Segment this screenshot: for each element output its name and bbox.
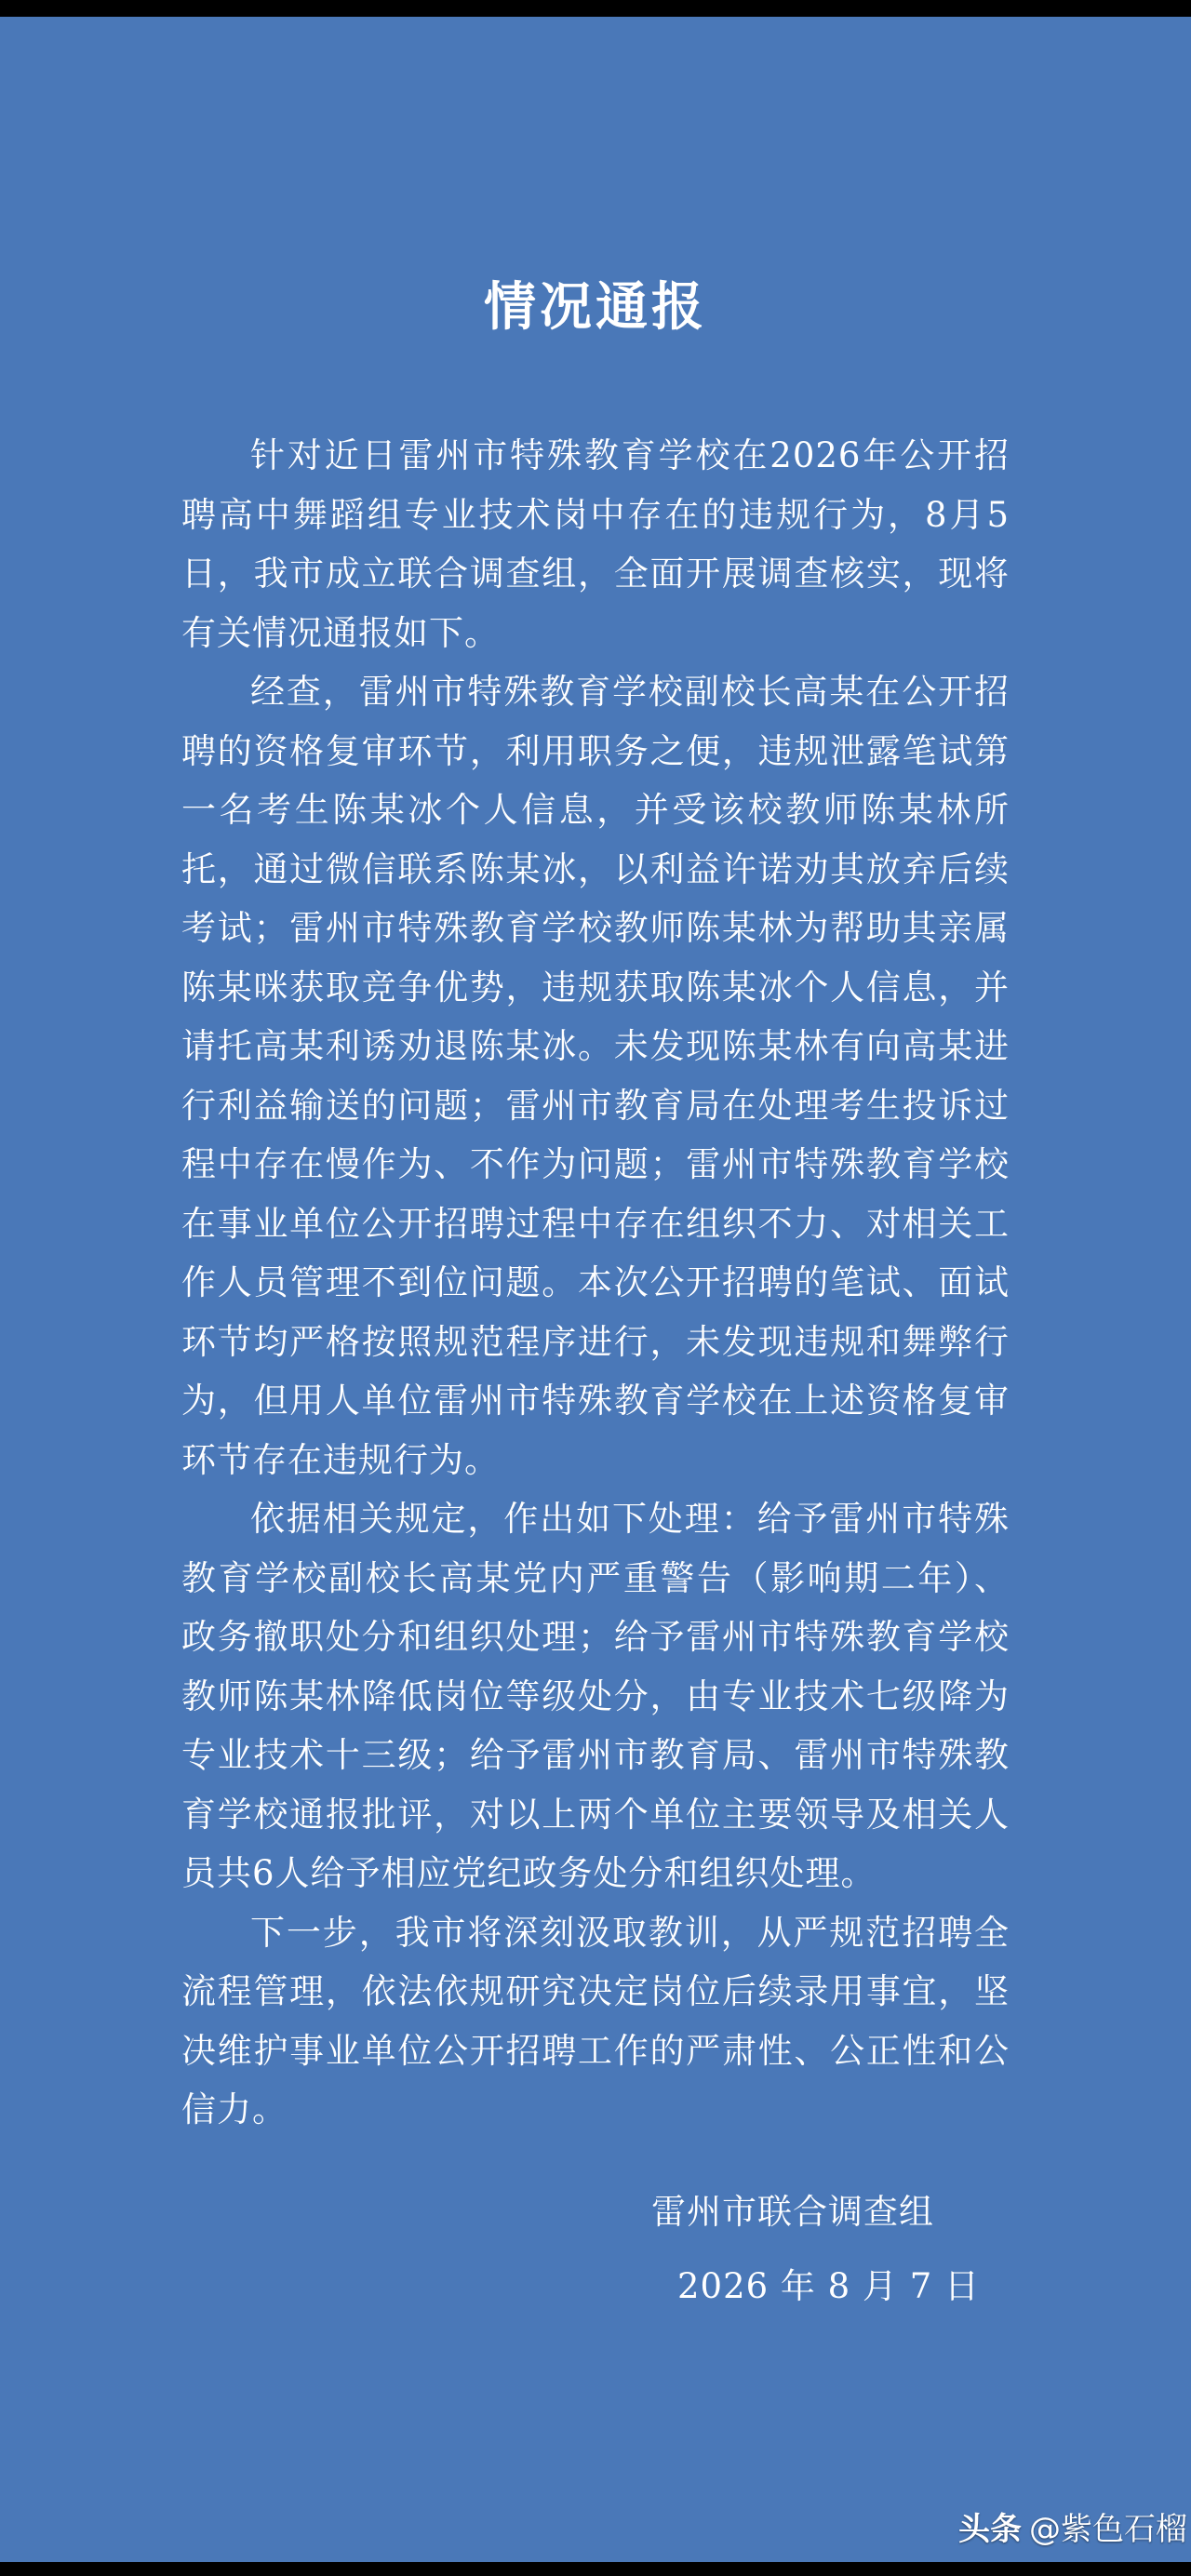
watermark-brand: 头条 (958, 2510, 1022, 2548)
document-body (181, 426, 1010, 2140)
paragraph-next-steps: 下一步，我市将深刻汲取教训，从严规范招聘全流程管理，依法依规研究决定岗位后续录用事宜，坚决维护事业单位公开招聘工作的严肃性、公正性和公信力。 (181, 1912, 1010, 2129)
paragraph-penalties: 依据相关规定，作出如下处理：给予雷州市特殊教育学校副校长高某党内严重警告（影响期二年）、政务撤职处分和组织处理；给予雷州市特殊教育学校教师陈某林降低岗位等级处分，由专业技术七级降为专业技术十三级；给予雷州市教育局、雷州市特殊教育学校通报批评，对以上两个单位主要领导及相关人员共6人给予相应党纪政务处分和组织处理。 (181, 1499, 1010, 1893)
watermark-handle: @紫色石榴 (1029, 2510, 1187, 2548)
bottom-black-bar (0, 2562, 1191, 2576)
paragraph-findings: 经查，雷州市特殊教育学校副校长高某在公开招聘的资格复审环节，利用职务之便，违规泄露笔试第一名考生陈某冰个人信息，并受该校教师陈某林所托，通过微信联系陈某冰，以利益许诺劝其放弃后续考试；雷州市特殊教育学校教师陈某林为帮助其亲属陈某咪获取竞争优势，违规获取陈某冰个人信息，并请托高某利诱劝退陈某冰。未发现陈某林有向高某进行利益输送的问题；雷州市教育局在处理考生投诉过程中存在慢作为、不作为问题；雷州市特殊教育学校在事业单位公开招聘过程中存在组织不力、对相关工作人员管理不到位问题。本次公开招聘的笔试、面试环节均严格按照规范程序进行，未发现违规和舞弊行为，但用人单位雷州市特殊教育学校在上述资格复审环节存在违规行为。 (181, 672, 1010, 1480)
source-watermark (958, 2503, 1187, 2549)
signature-organization: 雷州市联合调查组 (651, 2192, 934, 2232)
paragraph-intro: 针对近日雷州市特殊教育学校在2026年公开招聘高中舞蹈组专业技术岗中存在的违规行为，8月5日，我市成立联合调查组，全面开展调查核实，现将有关情况通报如下。 (181, 435, 1010, 653)
notice-document (0, 17, 1191, 2562)
signature-date: 2026 年 8 月 7 日 (677, 2266, 981, 2306)
signature-block (651, 2175, 1042, 2324)
document-title: 情况通报 (484, 276, 707, 338)
